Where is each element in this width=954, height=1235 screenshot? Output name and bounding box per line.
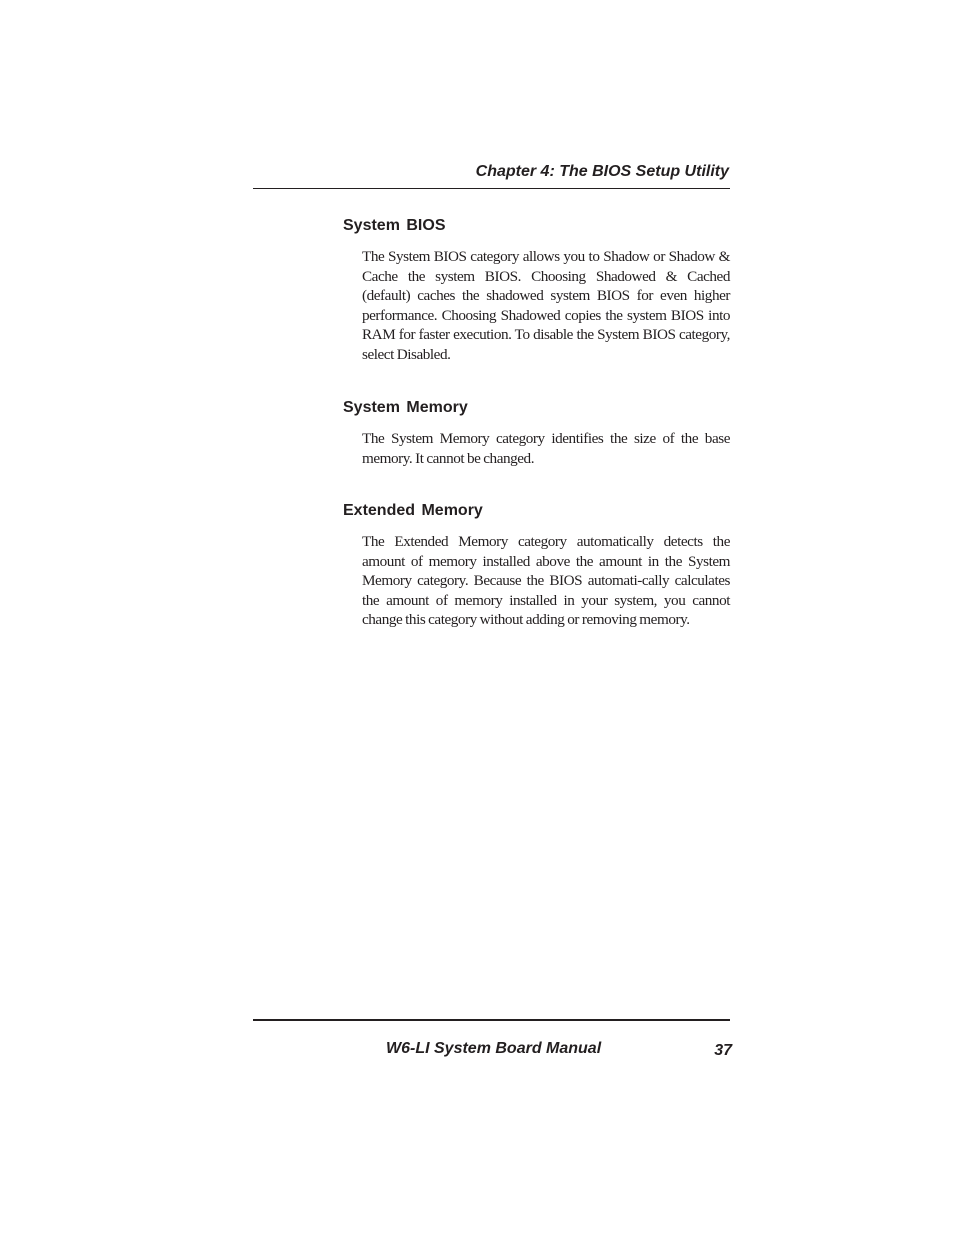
chapter-title: Chapter 4: The BIOS Setup Utility (475, 163, 729, 180)
header-rule (253, 188, 730, 189)
footer-rule (253, 1019, 730, 1021)
page-number: 37 (714, 1042, 732, 1059)
manual-title: W6-LI System Board Manual (386, 1040, 602, 1057)
section-heading-extended-memory: Extended Memory (343, 502, 483, 519)
section-body-system-bios: The System BIOS category allows you to Shadow or Shadow & Cache the system BIOS. Choosing Shadowed & Cached (default) caches the shadowed system BIOS for even higher performance. Choosing Shadowed copies the system BIOS into RAM for faster execution. To disable the System BIOS category, select Disabled. (362, 248, 730, 363)
section-heading-system-memory: System Memory (343, 399, 468, 416)
section-heading-system-bios: System BIOS (343, 217, 446, 234)
section-body-system-memory: The System Memory category identifies the size of the base memory. It cannot be changed. (362, 430, 730, 467)
section-body-extended-memory: The Extended Memory category automatically detects the amount of memory installed above the amount in the System Memory category. Because the BIOS automati-cally calculates the amount of memory installed in your system, you cannot change this category without adding or removing memory. (362, 533, 730, 629)
